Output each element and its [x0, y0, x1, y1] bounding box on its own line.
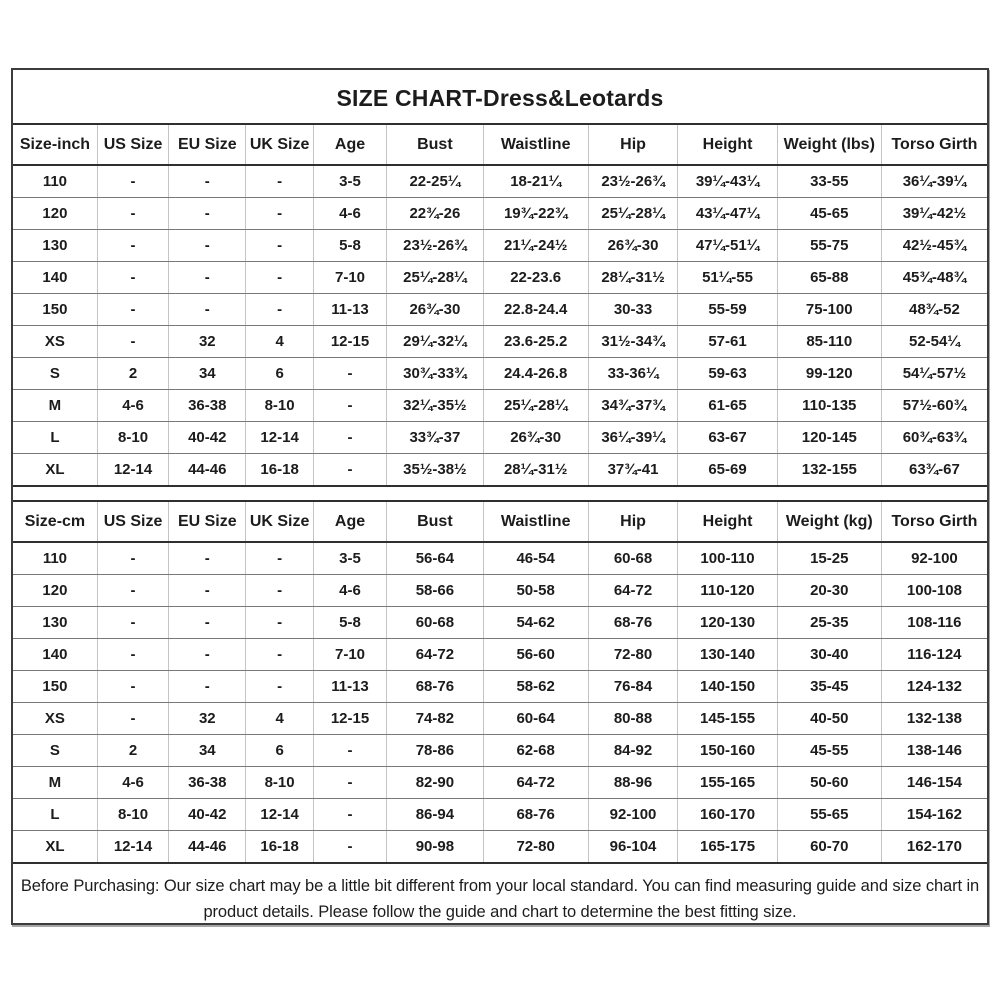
- column-header: Hip: [588, 124, 678, 165]
- table-cell: 63¾-67: [881, 454, 987, 487]
- table-cell: 150: [13, 671, 97, 703]
- table-cell: -: [313, 422, 386, 454]
- table-cell: 78-86: [387, 735, 483, 767]
- table-cell: -: [246, 230, 314, 262]
- table-cell: 100-108: [881, 575, 987, 607]
- table-cell: 140-150: [678, 671, 777, 703]
- table-cell: 34: [169, 735, 246, 767]
- table-cell: 40-42: [169, 422, 246, 454]
- table-cell: 68-76: [588, 607, 678, 639]
- column-header: EU Size: [169, 501, 246, 542]
- table-cell: 36-38: [169, 767, 246, 799]
- column-header: EU Size: [169, 124, 246, 165]
- table-cell: 4-6: [97, 390, 168, 422]
- table-cell: 108-116: [881, 607, 987, 639]
- page-title: SIZE CHART-Dress&Leotards: [336, 85, 664, 111]
- table-cell: 7-10: [313, 262, 386, 294]
- table-cell: 34: [169, 358, 246, 390]
- table-cell: 26¾-30: [387, 294, 483, 326]
- column-header: Torso Girth: [881, 124, 987, 165]
- table-cell: -: [169, 607, 246, 639]
- table-cell: 30-40: [777, 639, 881, 671]
- table-cell: 110-120: [678, 575, 777, 607]
- table-cell: 132-155: [777, 454, 881, 487]
- table-cell: 55-65: [777, 799, 881, 831]
- table-cell: 45-55: [777, 735, 881, 767]
- table-cell: 23.6-25.2: [483, 326, 588, 358]
- table-cell: -: [169, 230, 246, 262]
- table-cell: 36¼-39¼: [588, 422, 678, 454]
- table-row: [13, 703, 987, 735]
- table-cell: 26¾-30: [483, 422, 588, 454]
- table-cell: 26¾-30: [588, 230, 678, 262]
- table-cell: 45-65: [777, 198, 881, 230]
- table-cell: 110: [13, 165, 97, 198]
- table-cell: 23½-26¾: [387, 230, 483, 262]
- table-cell: 16-18: [246, 454, 314, 487]
- table-cell: 6: [246, 358, 314, 390]
- table-cell: 43¼-47¼: [678, 198, 777, 230]
- table-cell: 4-6: [313, 198, 386, 230]
- table-cell: 28¼-31½: [588, 262, 678, 294]
- table-cell: 33-55: [777, 165, 881, 198]
- table-cell: 55-59: [678, 294, 777, 326]
- table-cell: S: [13, 358, 97, 390]
- table-cell: -: [97, 639, 168, 671]
- column-header: Height: [678, 501, 777, 542]
- table-cell: 29¼-32¼: [387, 326, 483, 358]
- table-cell: 34¾-37¾: [588, 390, 678, 422]
- table-cell: 138-146: [881, 735, 987, 767]
- table-cell: 116-124: [881, 639, 987, 671]
- table-cell: 12-14: [97, 454, 168, 487]
- table-cell: -: [97, 230, 168, 262]
- table-cell: XS: [13, 326, 97, 358]
- column-header: Bust: [387, 124, 483, 165]
- table-cell: 16-18: [246, 831, 314, 864]
- table-cell: 56-64: [387, 542, 483, 575]
- table-cell: 72-80: [588, 639, 678, 671]
- table-cell: 28¼-31½: [483, 454, 588, 487]
- column-header: Size-inch: [13, 124, 97, 165]
- table-cell: 12-15: [313, 703, 386, 735]
- table-cell: -: [246, 542, 314, 575]
- table-cell: 120: [13, 198, 97, 230]
- table-cell: 60-64: [483, 703, 588, 735]
- table-cell: -: [97, 671, 168, 703]
- table-cell: 92-100: [588, 799, 678, 831]
- table-cell: 48¾-52: [881, 294, 987, 326]
- table-cell: -: [246, 262, 314, 294]
- table-cell: 18-21¼: [483, 165, 588, 198]
- table-row: [13, 671, 987, 703]
- table-cell: 96-104: [588, 831, 678, 864]
- table-cell: -: [169, 165, 246, 198]
- table-row: [13, 390, 987, 422]
- table-cell: 33¾-37: [387, 422, 483, 454]
- table-cell: 88-96: [588, 767, 678, 799]
- table-cell: 51¼-55: [678, 262, 777, 294]
- table-cell: 39¼-42½: [881, 198, 987, 230]
- table-cell: 33-36¼: [588, 358, 678, 390]
- table-row: [13, 831, 987, 864]
- table-cell: 162-170: [881, 831, 987, 864]
- table-cell: -: [313, 767, 386, 799]
- table-cell: 110: [13, 542, 97, 575]
- table-cell: 11-13: [313, 294, 386, 326]
- column-header: Bust: [387, 501, 483, 542]
- table-cell: 5-8: [313, 230, 386, 262]
- table-cell: 4: [246, 326, 314, 358]
- table-cell: 57-61: [678, 326, 777, 358]
- table-cell: 54¼-57½: [881, 358, 987, 390]
- table-cell: 85-110: [777, 326, 881, 358]
- table-row: [13, 542, 987, 575]
- table-cell: 3-5: [313, 542, 386, 575]
- table-cell: 4-6: [313, 575, 386, 607]
- table-cell: 30-33: [588, 294, 678, 326]
- table-cell: 42½-45¾: [881, 230, 987, 262]
- table-cell: L: [13, 799, 97, 831]
- table-cell: 57½-60¾: [881, 390, 987, 422]
- table-cell: -: [169, 575, 246, 607]
- table-row: [13, 639, 987, 671]
- table-cell: 146-154: [881, 767, 987, 799]
- table-cell: 22.8-24.4: [483, 294, 588, 326]
- table-cell: 165-175: [678, 831, 777, 864]
- table-cell: 100-110: [678, 542, 777, 575]
- table-cell: 2: [97, 735, 168, 767]
- size-table-cm: [13, 500, 987, 864]
- table-cell: -: [169, 671, 246, 703]
- table-cell: -: [97, 198, 168, 230]
- table-gap: [13, 487, 987, 500]
- table-cell: 50-60: [777, 767, 881, 799]
- table-cell: 80-88: [588, 703, 678, 735]
- table-cell: 21¼-24½: [483, 230, 588, 262]
- table-row: [13, 358, 987, 390]
- table-cell: 54-62: [483, 607, 588, 639]
- table-cell: M: [13, 390, 97, 422]
- table-cell: 50-58: [483, 575, 588, 607]
- table-row: [13, 767, 987, 799]
- table-cell: 130-140: [678, 639, 777, 671]
- column-header: Height: [678, 124, 777, 165]
- column-header: Weight (kg): [777, 501, 881, 542]
- size-chart-panel: [11, 68, 989, 925]
- table-cell: L: [13, 422, 97, 454]
- table-cell: -: [246, 165, 314, 198]
- table-cell: 7-10: [313, 639, 386, 671]
- table-cell: 154-162: [881, 799, 987, 831]
- table-cell: -: [313, 735, 386, 767]
- table-cell: -: [169, 294, 246, 326]
- purchasing-note: Before Purchasing: Our size chart may be a little bit different from your local standard. You can find measuring guide and size chart in product details. Please follow the guide and chart to determine the best fitting size.: [20, 877, 980, 921]
- table-cell: 5-8: [313, 607, 386, 639]
- table-row: [13, 422, 987, 454]
- table-cell: 6: [246, 735, 314, 767]
- table-cell: 44-46: [169, 454, 246, 487]
- table-cell: 12-14: [246, 799, 314, 831]
- table-cell: 92-100: [881, 542, 987, 575]
- table-cell: 12-14: [246, 422, 314, 454]
- table-cell: 24.4-26.8: [483, 358, 588, 390]
- table-cell: 15-25: [777, 542, 881, 575]
- table-cell: -: [97, 294, 168, 326]
- column-header: Hip: [588, 501, 678, 542]
- table-cell: 25-35: [777, 607, 881, 639]
- table-cell: -: [313, 831, 386, 864]
- table-cell: -: [97, 262, 168, 294]
- column-header: US Size: [97, 124, 168, 165]
- table-cell: 47¼-51¼: [678, 230, 777, 262]
- table-cell: 120-130: [678, 607, 777, 639]
- table-cell: 22¾-26: [387, 198, 483, 230]
- column-header: UK Size: [246, 501, 314, 542]
- table-cell: 59-63: [678, 358, 777, 390]
- table-cell: -: [313, 390, 386, 422]
- column-header: Age: [313, 124, 386, 165]
- table-cell: XS: [13, 703, 97, 735]
- table-cell: 36¼-39¼: [881, 165, 987, 198]
- table-row: [13, 575, 987, 607]
- table-cell: 90-98: [387, 831, 483, 864]
- table-cell: 74-82: [387, 703, 483, 735]
- table-cell: 63-67: [678, 422, 777, 454]
- table-cell: 32: [169, 326, 246, 358]
- table-cell: 140: [13, 262, 97, 294]
- table-cell: -: [246, 639, 314, 671]
- table-row: [13, 165, 987, 198]
- table-cell: 60-68: [387, 607, 483, 639]
- table-cell: 150-160: [678, 735, 777, 767]
- table-cell: 110-135: [777, 390, 881, 422]
- table-cell: 160-170: [678, 799, 777, 831]
- table-cell: 120: [13, 575, 97, 607]
- table-cell: 39¼-43¼: [678, 165, 777, 198]
- table-cell: 35½-38½: [387, 454, 483, 487]
- table-cell: 32¼-35½: [387, 390, 483, 422]
- table-cell: -: [169, 542, 246, 575]
- table-cell: 65-69: [678, 454, 777, 487]
- table-cell: 82-90: [387, 767, 483, 799]
- table-cell: 25¼-28¼: [483, 390, 588, 422]
- table-cell: -: [97, 165, 168, 198]
- size-table-inch: [13, 123, 987, 487]
- table-cell: -: [246, 294, 314, 326]
- table-cell: -: [169, 262, 246, 294]
- table-cell: 22-23.6: [483, 262, 588, 294]
- table-cell: 25¼-28¼: [387, 262, 483, 294]
- table-cell: 72-80: [483, 831, 588, 864]
- table-row: [13, 799, 987, 831]
- table-cell: 4-6: [97, 767, 168, 799]
- table-cell: -: [246, 607, 314, 639]
- table-cell: S: [13, 735, 97, 767]
- table-cell: 52-54¼: [881, 326, 987, 358]
- table-cell: 25¼-28¼: [588, 198, 678, 230]
- table-cell: 62-68: [483, 735, 588, 767]
- table-row: [13, 326, 987, 358]
- table-cell: 55-75: [777, 230, 881, 262]
- table-cell: -: [246, 575, 314, 607]
- table-cell: 35-45: [777, 671, 881, 703]
- table-row: [13, 230, 987, 262]
- table-cell: 68-76: [387, 671, 483, 703]
- table-cell: 3-5: [313, 165, 386, 198]
- table-cell: 86-94: [387, 799, 483, 831]
- table-cell: 120-145: [777, 422, 881, 454]
- table-cell: 12-14: [97, 831, 168, 864]
- table-cell: 8-10: [97, 799, 168, 831]
- table-cell: 37¾-41: [588, 454, 678, 487]
- table-row: [13, 262, 987, 294]
- column-header: Waistline: [483, 501, 588, 542]
- table-cell: 64-72: [387, 639, 483, 671]
- table-cell: -: [97, 575, 168, 607]
- table-cell: 2: [97, 358, 168, 390]
- table-cell: 32: [169, 703, 246, 735]
- table-cell: -: [169, 639, 246, 671]
- table-cell: XL: [13, 831, 97, 864]
- table-row: [13, 607, 987, 639]
- table-cell: -: [313, 799, 386, 831]
- table-cell: 4: [246, 703, 314, 735]
- table-cell: 145-155: [678, 703, 777, 735]
- table-cell: 84-92: [588, 735, 678, 767]
- table-cell: -: [246, 671, 314, 703]
- table-cell: 60-68: [588, 542, 678, 575]
- table-cell: 150: [13, 294, 97, 326]
- column-header: Size-cm: [13, 501, 97, 542]
- table-cell: 20-30: [777, 575, 881, 607]
- table-cell: -: [313, 454, 386, 487]
- table-cell: 11-13: [313, 671, 386, 703]
- table-cell: 19¾-22¾: [483, 198, 588, 230]
- table-cell: -: [313, 358, 386, 390]
- table-cell: 75-100: [777, 294, 881, 326]
- table-cell: 99-120: [777, 358, 881, 390]
- table-cell: -: [97, 542, 168, 575]
- column-header: Age: [313, 501, 386, 542]
- table-cell: 8-10: [246, 390, 314, 422]
- table-cell: 31½-34¾: [588, 326, 678, 358]
- table-cell: 61-65: [678, 390, 777, 422]
- table-cell: XL: [13, 454, 97, 487]
- column-header: Waistline: [483, 124, 588, 165]
- table-cell: 22-25¼: [387, 165, 483, 198]
- table-cell: -: [97, 607, 168, 639]
- table-row: [13, 294, 987, 326]
- table-cell: 64-72: [483, 767, 588, 799]
- table-cell: 132-138: [881, 703, 987, 735]
- table-cell: 65-88: [777, 262, 881, 294]
- table-cell: 60-70: [777, 831, 881, 864]
- table-cell: 56-60: [483, 639, 588, 671]
- table-cell: 60¾-63¾: [881, 422, 987, 454]
- table-cell: 40-42: [169, 799, 246, 831]
- table-cell: 58-62: [483, 671, 588, 703]
- column-header: Torso Girth: [881, 501, 987, 542]
- table-cell: 124-132: [881, 671, 987, 703]
- table-cell: -: [169, 198, 246, 230]
- table-cell: 64-72: [588, 575, 678, 607]
- column-header: Weight (lbs): [777, 124, 881, 165]
- table-cell: -: [97, 326, 168, 358]
- table-cell: M: [13, 767, 97, 799]
- table-cell: 23½-26¾: [588, 165, 678, 198]
- table-row: [13, 198, 987, 230]
- table-cell: 58-66: [387, 575, 483, 607]
- table-cell: 155-165: [678, 767, 777, 799]
- table-cell: 8-10: [97, 422, 168, 454]
- table-cell: 44-46: [169, 831, 246, 864]
- table-cell: 36-38: [169, 390, 246, 422]
- column-header: UK Size: [246, 124, 314, 165]
- table-cell: 68-76: [483, 799, 588, 831]
- table-cell: 140: [13, 639, 97, 671]
- table-cell: 130: [13, 607, 97, 639]
- table-cell: -: [97, 703, 168, 735]
- table-cell: 40-50: [777, 703, 881, 735]
- table-cell: 12-15: [313, 326, 386, 358]
- table-cell: 130: [13, 230, 97, 262]
- column-header: US Size: [97, 501, 168, 542]
- table-cell: 76-84: [588, 671, 678, 703]
- table-cell: 30¾-33¾: [387, 358, 483, 390]
- table-cell: 8-10: [246, 767, 314, 799]
- table-row: [13, 454, 987, 487]
- table-cell: 45¾-48¾: [881, 262, 987, 294]
- table-cell: 46-54: [483, 542, 588, 575]
- table-row: [13, 735, 987, 767]
- table-cell: -: [246, 198, 314, 230]
